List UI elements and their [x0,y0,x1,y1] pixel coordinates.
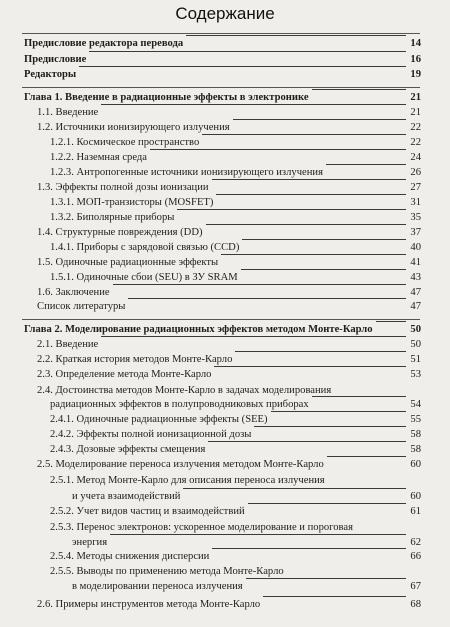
toc-entry-title: радиационных эффектов в полупроводниковых приборах [50,399,309,410]
toc-leader-line [214,366,406,367]
toc-entry-title: Предисловие [24,54,87,65]
toc-page-number: 35 [410,212,421,223]
toc-leader-line [206,224,406,225]
toc-entry-title: 2.4. Достоинства методов Монте-Карло в задачах моделирования [37,385,332,396]
toc-entry-title: 1.5.1. Одиночные сбои (SEU) в ЗУ SRAM [50,272,238,283]
toc-entry-title: 1.4.1. Приборы с зарядовой связью (CCD) [50,242,240,253]
toc-page-number: 41 [410,257,421,268]
toc-leader-line [221,254,406,255]
toc-entry-title: 1.2.2. Наземная среда [50,152,147,163]
toc-page-number: 16 [410,54,421,65]
toc-leader-line [212,548,406,549]
toc-leader-line [110,534,406,535]
toc-leader-line [101,336,406,337]
toc-leader-line [242,239,406,240]
page-title: Содержание [175,4,275,23]
toc-page-number: 21 [410,107,421,118]
toc-entry-title: 2.2. Краткая история методов Монте-Карло [37,354,233,365]
toc-leader-line [128,298,406,299]
toc-page-number: 40 [410,242,421,253]
toc-leader-line [202,134,406,135]
toc-entry-title: Редакторы [24,69,77,80]
toc-entry-title: 1.3.2. Биполярные приборы [50,212,175,223]
toc-leader-line [241,269,406,270]
toc-leader-line [248,503,406,504]
toc-entry-title: 2.6. Примеры инструментов метода Монте-Карло [37,599,261,610]
toc-entry-title: энергия [72,537,108,548]
toc-page-number: 24 [410,152,421,163]
toc-page-number: 60 [410,491,421,502]
section-divider [22,87,420,88]
toc-entry-title: 2.5.3. Перенос электронов: ускоренное моделирование и пороговая [50,522,353,533]
toc-page-number: 47 [410,287,421,298]
toc-entry-title: и учета взаимодействий [72,491,181,502]
toc-entry-title: Список литературы [37,301,126,312]
toc-page-number: 21 [410,92,421,103]
toc-page-number: 31 [410,197,421,208]
toc-entry-title: 1.3.1. МОП-транзисторы (MOSFET) [50,197,214,208]
toc-entry-title: 1.2. Источники ионизирующего излучения [37,122,230,133]
toc-entry-title: 2.5. Моделирование переноса излучения методом Монте-Карло [37,459,324,470]
toc-entry-title: 1.2.1. Космическое пространство [50,137,200,148]
section-divider [22,319,420,320]
toc-page-number: 22 [410,137,421,148]
toc-page-number: 37 [410,227,421,238]
toc-entry-title: 1.1. Введение [37,107,99,118]
toc-leader-line [212,179,406,180]
toc-page-number: 47 [410,301,421,312]
toc-page-number: 68 [410,599,421,610]
toc-page-number: 43 [410,272,421,283]
toc-entry-title: 2.4.1. Одиночные радиационные эффекты (SEE) [50,414,268,425]
toc-leader-line [186,35,406,36]
toc-page-number: 58 [410,444,421,455]
toc-page-number: 22 [410,122,421,133]
toc-entry-title: 2.5.1. Метод Монте-Карло для описания переноса излучения [50,475,325,486]
toc-leader-line [216,194,406,195]
toc-leader-line [113,284,406,285]
toc-leader-line [208,441,406,442]
toc-entry-title: 1.4. Структурные повреждения (DD) [37,227,203,238]
toc-entry-title: 2.1. Введение [37,339,99,350]
toc-leader-line [183,488,406,489]
toc-entry-title: 2.5.4. Методы снижения дисперсии [50,551,210,562]
toc-leader-line [235,351,406,352]
toc-leader-line [312,89,406,90]
toc-leader-line [263,596,406,597]
toc-page-number: 27 [410,182,421,193]
toc-entry-title: 2.5.5. Выводы по применению метода Монте-Карло [50,566,284,577]
toc-page-number: 66 [410,551,421,562]
toc-leader-line [246,578,406,579]
toc-page-number: 55 [410,414,421,425]
toc-entry-title: 2.3. Определение метода Монте-Карло [37,369,212,380]
toc-entry-title: 2.4.2. Эффекты полной ионизационной дозы [50,429,252,440]
toc-entry-title: Глава 1. Введение в радиационные эффекты в электронике [24,92,309,103]
toc-page-number: 50 [410,339,421,350]
toc-leader-line [271,411,406,412]
toc-page-number: 51 [410,354,421,365]
toc-entry-title: Глава 2. Моделирование радиационных эффектов методом Монте-Карло [24,324,373,335]
toc-leader-line [312,396,406,397]
toc-page-number: 19 [410,69,421,80]
toc-entry-title: 1.5. Одиночные радиационные эффекты [37,257,219,268]
toc-leader-line [233,119,406,120]
toc-page-number: 67 [410,581,421,592]
toc-entry-title: в моделировании переноса излучения [72,581,243,592]
toc-leader-line [254,426,406,427]
toc-entry-title: 1.3. Эффекты полной дозы ионизации [37,182,209,193]
toc-leader-line [376,321,406,322]
toc-leader-line [79,66,406,67]
section-divider [22,33,420,34]
toc-page-number: 14 [410,38,421,49]
toc-leader-line [150,149,406,150]
toc-entry-title: Предисловие редактора перевода [24,38,184,49]
toc-leader-line [177,209,406,210]
toc-page-number: 26 [410,167,421,178]
toc-leader-line [89,51,406,52]
toc-page-number: 53 [410,369,421,380]
toc-entry-title: 2.5.2. Учет видов частиц и взаимодействий [50,506,245,517]
toc-leader-line [327,456,406,457]
toc-entry-title: 1.2.3. Антропогенные источники ионизирующего излучения [50,167,323,178]
toc-page-number: 60 [410,459,421,470]
toc-page-number: 62 [410,537,421,548]
toc-page-number: 58 [410,429,421,440]
toc-entry-title: 2.4.3. Дозовые эффекты смещения [50,444,206,455]
toc-leader-line [326,164,406,165]
toc-page-number: 54 [410,399,421,410]
toc-page-number: 50 [410,324,421,335]
toc-page-number: 61 [410,506,421,517]
toc-leader-line [101,104,406,105]
toc-entry-title: 1.6. Заключение [37,287,110,298]
